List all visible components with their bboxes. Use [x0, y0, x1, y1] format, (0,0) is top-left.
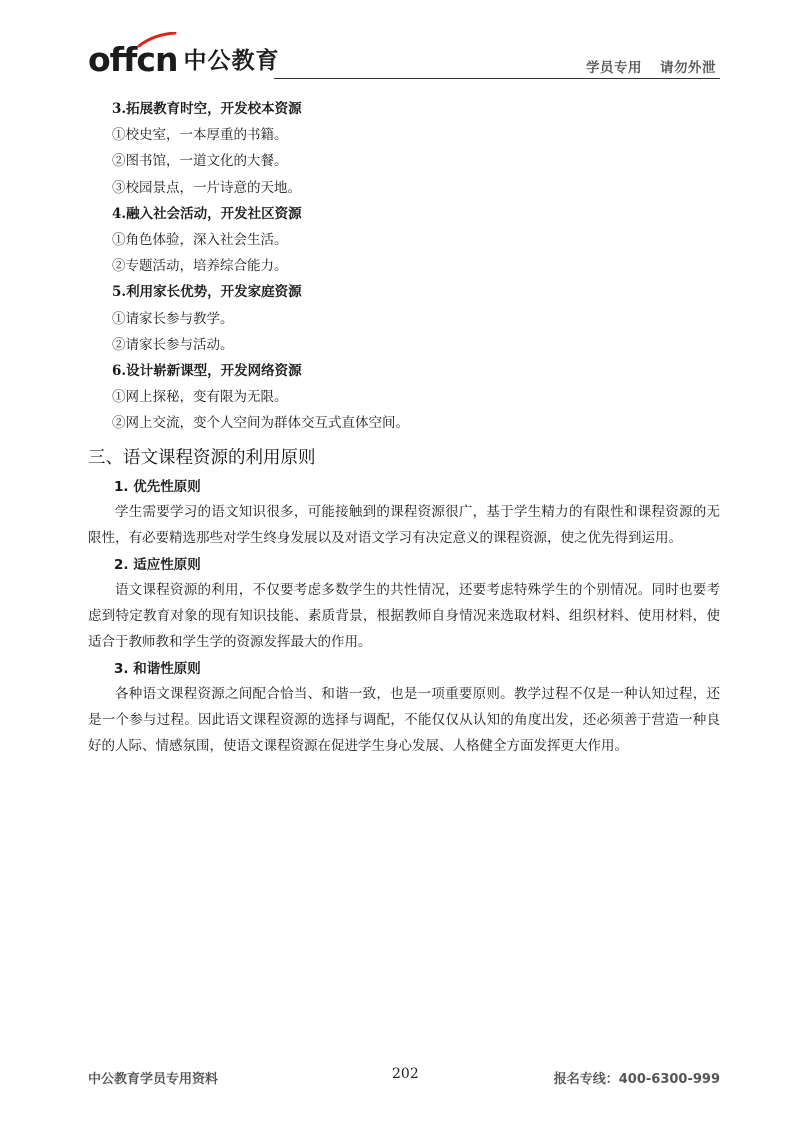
principle-paragraph: 各种语文课程资源之间配合恰当、和谐一致，也是一项重要原则。教学过程不仅是一种认知过程，还是一个参与过程。因此语文课程资源的选择与调配，不能仅仅从认知的角度出发，还必须善于营造一种良好的人际、情感氛围，使语文课程资源在促进学生身心发展、人格健全方面发挥更大作用。 — [88, 685, 720, 754]
page-header — [88, 36, 720, 82]
offcn-logo — [88, 38, 279, 78]
chapter-heading: 三、语文课程资源的利用原则 — [88, 447, 316, 468]
section-title: 4.融入社会活动，开发社区资源 — [112, 205, 302, 222]
section-title: 5.利用家长优势，开发家庭资源 — [112, 284, 302, 301]
list-item: ②请家长参与活动。 — [112, 336, 234, 353]
principle-adaptability — [88, 553, 720, 655]
footer-hotline: 报名专线：400-6300-999 — [553, 1072, 720, 1087]
logo-swoosh-icon — [137, 32, 177, 48]
list-item: ①请家长参与教学。 — [112, 310, 234, 327]
resource-section-4 — [88, 201, 720, 280]
resource-section-6 — [88, 358, 720, 437]
principle-title: 2. 适应性原则 — [114, 556, 201, 573]
header-tag-student-only: 学员专用 — [586, 60, 642, 76]
principle-paragraph: 语文课程资源的利用，不仅要考虑多数学生的共性情况，还要考虑特殊学生的个别情况。同时也要考虑到特定教育对象的现有知识技能、素质背景，根据教师自身情况来选取材料、组织材料、使用材料，使适合于教师教和学生学的资源发挥最大的作用。 — [88, 581, 720, 650]
resource-section-5 — [88, 279, 720, 358]
resource-section-3 — [88, 96, 720, 201]
principle-title: 1. 优先性原则 — [114, 478, 201, 495]
list-item: ②图书馆，一道文化的大餐。 — [112, 153, 288, 170]
logo-latin-text: offcn — [88, 40, 178, 79]
list-item: ①校史室，一本厚重的书籍。 — [112, 127, 288, 144]
principle-priority — [88, 475, 720, 551]
principle-paragraph: 学生需要学习的语文知识很多，可能接触到的课程资源很广，基于学生精力的有限性和课程资源的无限性，有必要精选那些对学生终身发展以及对语文学习有决定意义的课程资源，使之优先得到运用。 — [88, 503, 720, 546]
page-content — [88, 96, 720, 761]
header-rule — [274, 78, 720, 79]
footer-material-label: 中公教育学员专用资料 — [88, 1072, 219, 1087]
logo-cn-text: 中公教育 — [183, 48, 280, 74]
section-title: 6.设计崭新课型，开发网络资源 — [112, 363, 302, 380]
section-title: 3.拓展教育时空，开发校本资源 — [112, 101, 302, 117]
header-tag — [586, 56, 716, 76]
list-item: ①网上探秘，变有限为无限。 — [112, 389, 288, 406]
principle-harmony — [88, 657, 720, 759]
principle-title: 3. 和谐性原则 — [114, 660, 201, 677]
list-item: ②网上交流，变个人空间为群体交互式直体空间。 — [112, 415, 409, 432]
list-item: ①角色体验，深入社会生活。 — [112, 232, 288, 249]
list-item: ③校园景点，一片诗意的天地。 — [112, 179, 301, 196]
list-item: ②专题活动，培养综合能力。 — [112, 258, 288, 275]
page-footer — [88, 1068, 720, 1092]
page-number: 202 — [392, 1066, 419, 1082]
header-tag-no-leak: 请勿外泄 — [660, 60, 716, 76]
